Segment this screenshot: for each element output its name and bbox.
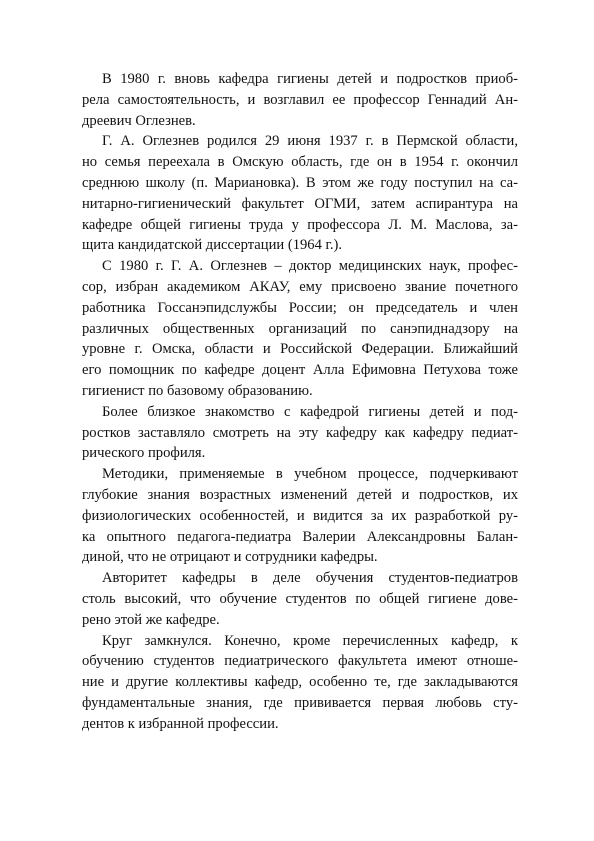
text-line: гигиенист по базовому образованию. <box>82 382 313 399</box>
text-line: кафедре общей гигиены труда у профессора Л. М. Маслова, за- <box>82 216 518 233</box>
text-line: различных общественных организаций по санэпиднадзору на <box>82 320 518 337</box>
paragraph <box>82 402 518 464</box>
paragraph <box>82 256 518 402</box>
text-line: уровне г. Омска, области и Российской Федерации. Ближайший <box>82 341 518 358</box>
text-line: Авторитет кафедры в деле обучения студентов-педиатров <box>102 570 518 587</box>
text-line: его помощник по кафедре доцент Алла Ефимовна Петухова тоже <box>82 362 518 379</box>
text-line: С 1980 г. Г. А. Оглезнев – доктор медицинских наук, профес- <box>102 258 518 275</box>
text-line: диной, что не отрицают и сотрудники кафедры. <box>82 549 378 566</box>
text-line: рено этой же кафедре. <box>82 611 220 628</box>
paragraph <box>82 631 518 735</box>
text-line: среднюю школу (п. Мариановка). В этом же году поступил на са- <box>82 174 518 191</box>
paragraph <box>82 464 518 568</box>
text-line: нитарно-гигиенический факультет ОГМИ, затем аспирантура на <box>82 195 518 212</box>
text-line: столь высокий, что обучение студентов по общей гигиене дове- <box>82 590 518 607</box>
text-line: работника Госсанэпидслужбы России; он председатель и член <box>82 299 518 316</box>
text-line: щита кандидатской диссертации (1964 г.). <box>82 237 343 254</box>
text-line: рела самостоятельность, и возглавил ее профессор Геннадий Ан- <box>82 91 518 108</box>
text-line: Г. А. Оглезнев родился 29 июня 1937 г. в Пермской области, <box>102 133 518 150</box>
text-line: дентов к избранной профессии. <box>82 715 279 732</box>
text-line: обучению студентов педиатрического факультета имеют отноше- <box>82 653 518 670</box>
body-text <box>82 69 518 735</box>
text-line: Методики, применяемые в учебном процессе, подчеркивают <box>102 466 518 483</box>
text-line: Более близкое знакомство с кафедрой гигиены детей и под- <box>102 403 518 420</box>
text-line: В 1980 г. вновь кафедра гигиены детей и подростков приоб- <box>102 71 518 87</box>
text-line: ка опытного педагога-педиатра Валерии Александровны Балан- <box>82 528 518 545</box>
text-line: ние и другие коллективы кафедр, особенно те, где закладываются <box>82 674 518 691</box>
text-line: но семья переехала в Омскую область, где он в 1954 г. окончил <box>82 154 518 171</box>
text-line: дреевич Оглезнев. <box>82 112 196 129</box>
paragraph <box>82 568 518 630</box>
text-line: физиологических особенностей, и видится за их разработкой ру- <box>82 507 518 524</box>
text-line: сор, избран академиком АКАУ, ему присвоено звание почетного <box>82 278 518 295</box>
text-line: Круг замкнулся. Конечно, кроме перечисленных кафедр, к <box>102 632 518 649</box>
paragraph <box>82 131 518 256</box>
text-line: рического профиля. <box>82 445 206 462</box>
text-line: ростков заставляло смотреть на эту кафедру как кафедру педиат- <box>82 424 518 441</box>
text-line: глубокие знания возрастных изменений детей и подростков, их <box>82 486 518 503</box>
text-line: фундаментальные знания, где прививается первая любовь сту- <box>82 694 518 711</box>
paragraph <box>82 69 518 131</box>
